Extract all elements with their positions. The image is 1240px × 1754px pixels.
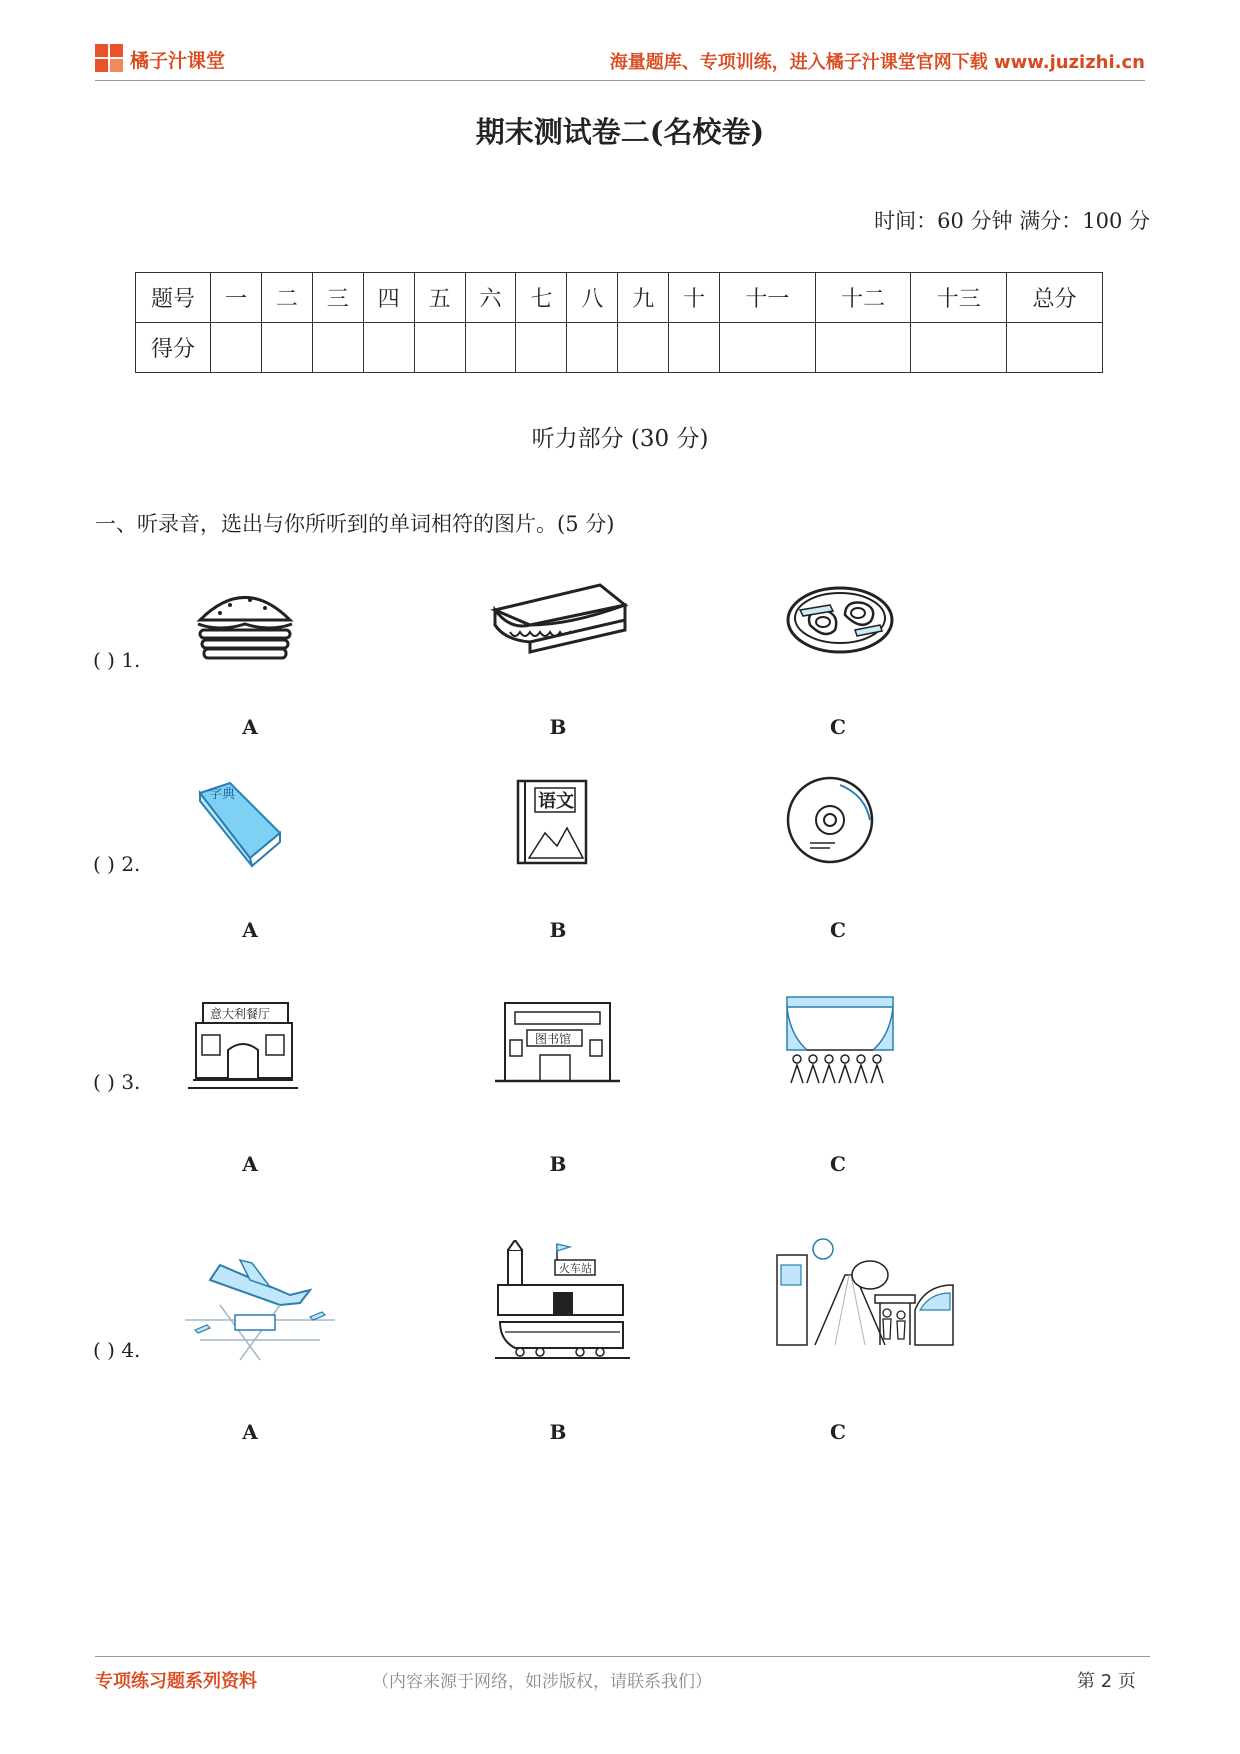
section-title: 听力部分 (30 分)	[531, 426, 709, 452]
score-cell[interactable]	[414, 323, 465, 373]
score-cell[interactable]	[669, 323, 720, 373]
sandwich-icon	[490, 580, 630, 660]
footer-divider	[95, 1656, 1150, 1657]
score-cell[interactable]	[363, 323, 414, 373]
column-header: 五	[414, 273, 465, 323]
column-header: 四	[363, 273, 414, 323]
option-label: C	[830, 918, 846, 942]
chinese-book-icon	[515, 778, 590, 866]
row-label: 得分	[136, 323, 211, 373]
train-station-icon	[495, 1240, 630, 1365]
option-label: B	[549, 918, 567, 942]
column-header: 三	[312, 273, 363, 323]
option-label: A	[242, 715, 258, 739]
question-number: ( ) 4.	[93, 1338, 141, 1362]
table-row	[136, 273, 1103, 323]
score-cell[interactable]	[465, 323, 516, 373]
option-label: A	[242, 918, 258, 942]
station-label: 火车站	[559, 1262, 592, 1275]
score-cell[interactable]	[911, 323, 1007, 373]
page-number: 第 2 页	[1077, 1671, 1136, 1692]
cd-icon	[785, 775, 875, 865]
column-header: 八	[567, 273, 618, 323]
column-header: 十一	[720, 273, 816, 323]
airport-icon	[180, 1245, 340, 1365]
score-table	[135, 272, 1103, 373]
question-instruction: 一、听录音，选出与你所听到的单词相符的图片。(5 分)	[95, 512, 615, 536]
column-header: 十三	[911, 273, 1007, 323]
header-slogan: 海量题库、专项训练，进入橘子汁课堂官网下载 www.juzizhi.cn	[609, 52, 1145, 73]
option-label: A	[242, 1420, 258, 1444]
score-cell[interactable]	[261, 323, 312, 373]
score-cell[interactable]	[211, 323, 262, 373]
fried-eggs-icon	[785, 585, 895, 655]
chinese-book-label: 语文	[538, 791, 574, 812]
restaurant-label: 意大利餐厅	[210, 1007, 271, 1021]
column-header: 总分	[1007, 273, 1103, 323]
brand-logo-icon	[95, 44, 125, 74]
column-header: 十二	[815, 273, 911, 323]
hamburger-icon	[190, 580, 300, 660]
option-label: A	[242, 1152, 258, 1176]
score-cell[interactable]	[815, 323, 911, 373]
column-header: 九	[618, 273, 669, 323]
footer-series: 专项练习题系列资料	[95, 1671, 257, 1692]
option-label: C	[830, 1152, 846, 1176]
cinema-icon	[785, 995, 895, 1085]
row-label: 题号	[136, 273, 211, 323]
option-label: B	[549, 715, 567, 739]
score-cell[interactable]	[1007, 323, 1103, 373]
column-header: 十	[669, 273, 720, 323]
page-title: 期末测试卷二(名校卷)	[475, 115, 765, 149]
option-label: C	[830, 715, 846, 739]
column-header: 六	[465, 273, 516, 323]
option-label: C	[830, 1420, 846, 1444]
column-header: 二	[261, 273, 312, 323]
option-label: B	[549, 1420, 567, 1444]
question-number: ( ) 1.	[93, 648, 141, 672]
question-number: ( ) 2.	[93, 852, 141, 876]
score-cell[interactable]	[567, 323, 618, 373]
column-header: 七	[516, 273, 567, 323]
page-header	[95, 40, 1145, 81]
score-cell[interactable]	[618, 323, 669, 373]
brand-name: 橘子汁课堂	[130, 50, 226, 72]
column-header: 一	[211, 273, 262, 323]
question-number: ( ) 3.	[93, 1070, 141, 1094]
score-cell[interactable]	[516, 323, 567, 373]
time-info: 时间：60 分钟 满分：100 分	[874, 209, 1150, 233]
restaurant-icon	[188, 1000, 298, 1090]
score-cell[interactable]	[312, 323, 363, 373]
table-row	[136, 323, 1103, 373]
library-label: 图书馆	[535, 1032, 572, 1046]
dictionary-label: 字典	[209, 787, 236, 802]
dictionary-icon	[195, 778, 285, 868]
score-cell[interactable]	[720, 323, 816, 373]
footer-copyright: （内容来源于网络，如涉版权，请联系我们）	[372, 1672, 712, 1692]
option-label: B	[549, 1152, 567, 1176]
bus-stop-street-icon	[775, 1235, 955, 1365]
library-icon	[495, 1000, 620, 1085]
